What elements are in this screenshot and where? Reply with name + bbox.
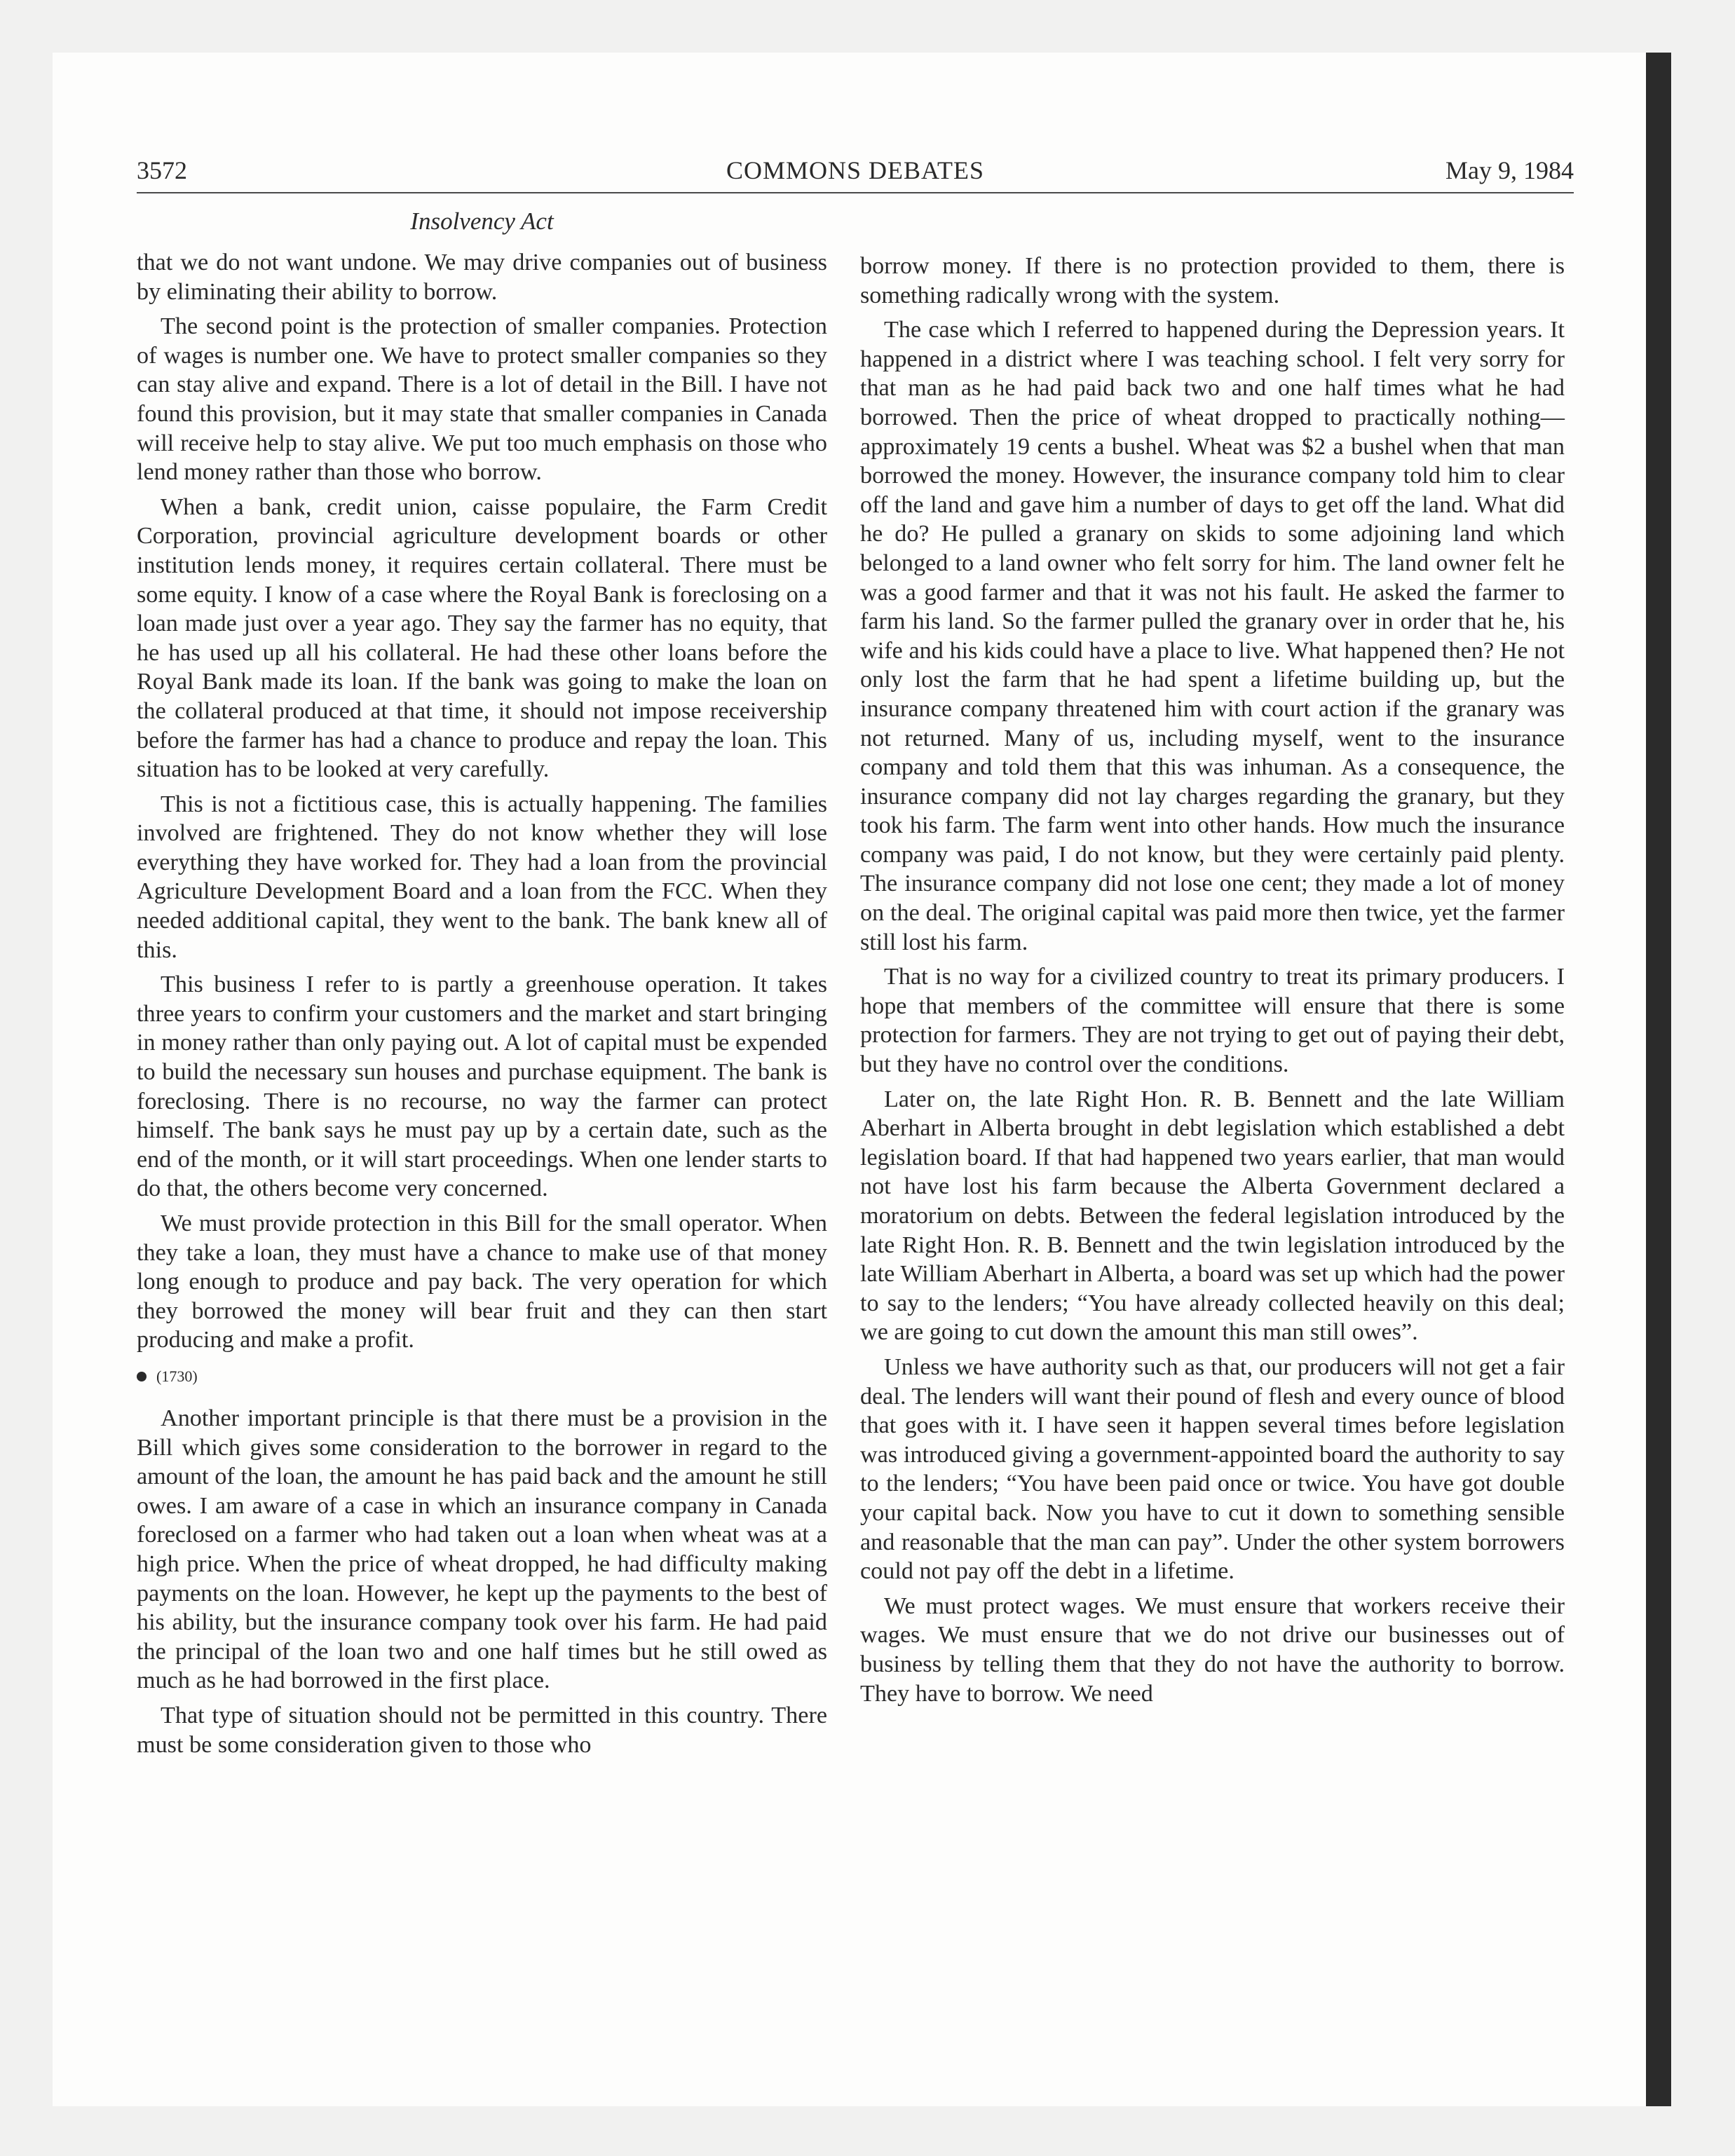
subject-heading: Insolvency Act xyxy=(410,207,554,235)
publication-date: May 9, 1984 xyxy=(1445,156,1574,184)
paragraph: borrow money. If there is no protection provided to them, there is something radically wrong with the system. xyxy=(860,253,1565,308)
paragraph: That is no way for a civilized country to treat its primary producers. I hope that members of the committee will ensure that there is some protection for farmers. They are not trying to get out of paying their debt, but they have no control over the conditions. xyxy=(860,964,1565,1078)
paragraph: We must protect wages. We must ensure that workers receive their wages. We must ensure that we do not drive our businesses out of business by telling them that they do not have the authority to borrow. They have to borrow. We need xyxy=(860,1592,1565,1707)
publication-title: COMMONS DEBATES xyxy=(726,156,985,184)
time-marker xyxy=(137,1367,827,1386)
paragraph: This business I refer to is partly a greenhouse operation. It takes three years to confirm your customers and the market and start bringing in money rather than only paying out. A lot of capital must be expended to build the necessary sun houses and purchase equipment. The bank is foreclosing. There is no recourse, no way the farmer can protect himself. The bank says he must pay up by a certain date, such as the end of the month, or it will start proceedings. When one lender starts to do that, the others become very concerned. xyxy=(137,971,827,1202)
paragraph: The case which I referred to happened during the Depression years. It happened in a district where I was teaching school. I felt very sorry for that man as he had paid back two and one half times what he had borrowed. Then the price of wheat dropped to practically nothing—approximately 19 cents a bushel. Wheat was $2 a bushel when that man borrowed the money. However, the insurance company told him to clear off the land and gave him a number of days to get off the land. What did he do? He pulled a granary on skids to some adjoining land which belonged to a land owner who felt sorry for him. The land owner felt he was a good farmer and that it was not his fault. He asked the farmer to farm his land. So the farmer pulled the granary over in order that he, his wife and his kids could have a place to live. What happened then? He not only lost the farm that he had spent a lifetime building up, but the insurance company threatened him with court action if the granary was not returned. Many of us, including myself, went to the insurance company and told them that this was inhuman. As a consequence, the insurance company did not lay charges regarding the granary, but they took his farm. The farm went into other hands. How much the insurance company was paid, I do not know, but they were certainly paid plenty. The insurance company did not lose one cent; they made a lot of money on the deal. The original capital was paid more then twice, yet the farmer still lost his farm. xyxy=(860,317,1565,955)
scan-edge-shadow xyxy=(1646,53,1671,2106)
right-column xyxy=(860,252,1565,1708)
page-number: 3572 xyxy=(137,156,187,184)
time-marker-label: (1730) xyxy=(156,1367,198,1385)
page-header xyxy=(137,156,1574,193)
paragraph: When a bank, credit union, caisse populaire, the Farm Credit Corporation, provincial agriculture development boards or other institution lends money, it requires certain collateral. There must be some equity. I know of a case where the Royal Bank is foreclosing on a loan made just over a year ago. They say the farmer has no equity, that he has used up all his collateral. He had these other loans before the Royal Bank made its loan. If the bank was going to make the loan on the collateral produced at that time, it should not impose receivership before the farmer has had a chance to produce and repay the loan. This situation has to be looked at very carefully. xyxy=(137,493,827,783)
left-column xyxy=(137,248,827,1759)
paragraph: This is not a fictitious case, this is actually happening. The families involved are frightened. They do not know whether they will lose everything they have worked for. They had a loan from the provincial Agriculture Development Board and a loan from the FCC. When they needed additional capital, they went to the bank. The bank knew all of this. xyxy=(137,791,827,963)
paragraph: That type of situation should not be permitted in this country. There must be some consideration given to those who xyxy=(137,1702,827,1758)
paragraph: that we do not want undone. We may drive companies out of business by eliminating their ability to borrow. xyxy=(137,250,827,305)
paragraph: The second point is the protection of smaller companies. Protection of wages is number one. We have to protect smaller companies so they can stay alive and expand. There is a lot of detail in the Bill. I have not found this provision, but it may state that smaller companies in Canada will receive help to stay alive. We put too much emphasis on those who lend money rather than those who borrow. xyxy=(137,313,827,486)
bullet-icon xyxy=(137,1372,147,1381)
paragraph: We must provide protection in this Bill for the small operator. When they take a loan, they must have a chance to make use of that money long enough to produce and pay back. The very operation for which they borrowed the money will bear fruit and they can then start producing and make a profit. xyxy=(137,1210,827,1353)
paragraph: Another important principle is that there must be a provision in the Bill which gives some consideration to the borrower in regard to the amount of the loan, the amount he has paid back and the amount he still owes. I am aware of a case in which an insurance company in Canada foreclosed on a farmer who had taken out a loan when wheat was at a high price. When the price of wheat dropped, he had difficulty making payments on the loan. However, he kept up the payments to the best of his ability, but the insurance company took over his farm. He had paid the principal of the loan two and one half times but he still owed as much as he had borrowed in the first place. xyxy=(137,1405,827,1694)
paragraph: Later on, the late Right Hon. R. B. Bennett and the late William Aberhart in Alberta brought in debt legislation which established a debt legislation board. If that had happened two years earlier, that man would not have lost his farm because the Alberta Government declared a moratorium on debts. Between the federal legislation introduced by the late Right Hon. R. B. Bennett and the twin legislation introduced by the late William Aberhart in Alberta, a board was set up which had the power to say to the lenders; “You have already collected heavily on this deal; we are going to cut down the amount this man still owes”. xyxy=(860,1086,1565,1346)
paragraph: Unless we have authority such as that, our producers will not get a fair deal. The lenders will want their pound of flesh and every ounce of blood that goes with it. I have seen it happen several times before legislation was introduced giving a government-appointed board the authority to say to the lenders; “You have been paid once or twice. You have got double your capital back. Now you have to cut it down to something sensible and reasonable that the man can pay”. Under the other system borrowers could not pay off the debt in a lifetime. xyxy=(860,1353,1565,1585)
